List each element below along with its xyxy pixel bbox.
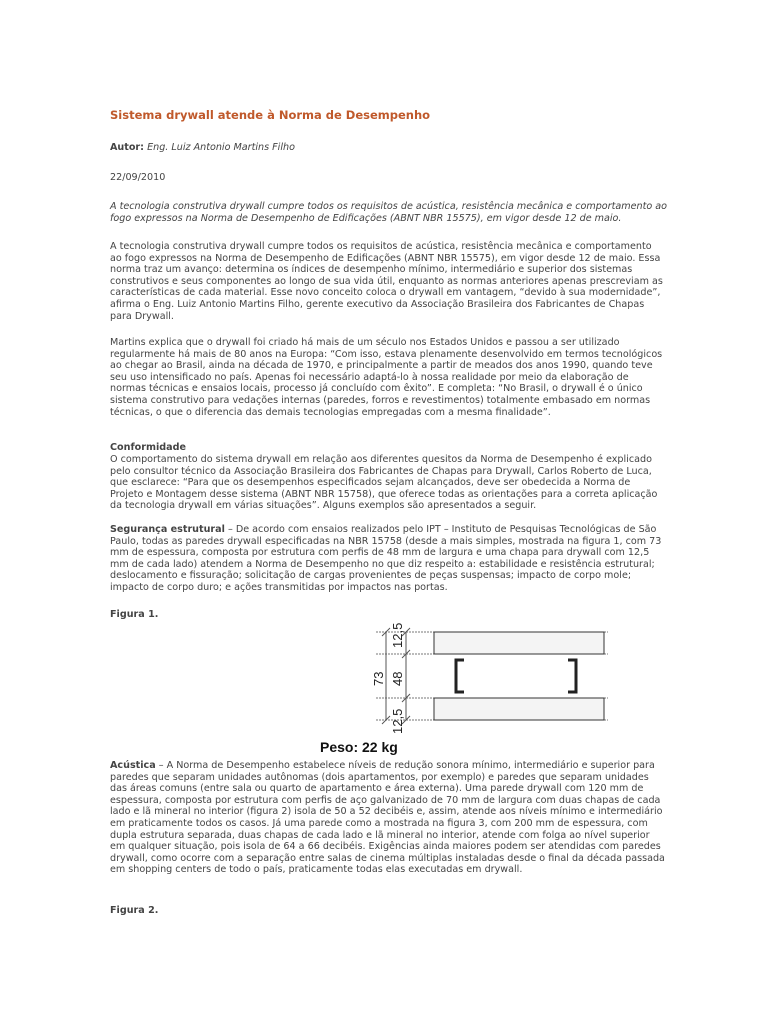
section-heading-conformidade: Conformidade [110, 442, 186, 453]
body-paragraph-1: A tecnologia construtiva drywall cumpre todos os requisitos de acústica, resistência mecânica e comportamento ao fogo expressos na Norma de Desempenho de Edificações (ABNT NBR 15575), em vigor desde 12 de maio. Essa norma traz um avanço: determina os índices de desempenho mínimo, intermediário e superior dos sistemas construtivos e seus componentes ao longo de sua vida útil, enquanto as normas anteriores apenas prescreviam as características de cada material. Esse novo conceito coloca o drywall em vantagem, “devido à sua modernidade”, afirma o Eng. Luiz Antonio Martins Filho, gerente executivo da Associação Brasileira dos Fabricantes de Chapas para Drywall. [110, 241, 663, 322]
publish-date: 22/09/2010 [110, 172, 166, 183]
body-paragraph-3: O comportamento do sistema drywall em relação aos diferentes quesitos da Norma de Desempenho é explicado pelo consultor técnico da Associação Brasileira dos Fabricantes de Chapas para Drywall, Carlos Roberto de Luca, que esclarece: “Para que os desempenhos especificados sejam alcançados, deve ser obedecida a Norma de Projeto e Montagem desse sistema (ABNT NBR 15758), que oferece todas as orientações para a correta aplicação da tecnologia drywall em várias situações”. Alguns exemplos são apresentados a seguir. [110, 454, 658, 512]
author-name: Eng. Luiz Antonio Martins Filho [147, 142, 295, 153]
figure-1-dim-bottom: 12,5 [390, 708, 405, 734]
figure-1-label: Figura 1. [110, 609, 159, 620]
body-paragraph-5 [110, 760, 666, 876]
section-heading-acustica: Acústica [110, 760, 156, 771]
figure-1-dim-top: 12,5 [390, 622, 405, 648]
figure-2-label: Figura 2. [110, 905, 159, 916]
section-heading-seguranca: Segurança estrutural [110, 524, 225, 535]
figure-1-dim-middle: 48 [390, 671, 405, 686]
article-title: Sistema drywall atende à Norma de Desempenho [110, 108, 431, 122]
article-lede: A tecnologia construtiva drywall cumpre todos os requisitos de acústica, resistência mecânica e comportamento ao fogo expressos na Norma de Desempenho de Edificações (ABNT NBR 15575), em vigor desde 12 de maio. [110, 201, 668, 224]
body-paragraph-4 [110, 524, 666, 594]
figure-1-wall-section [256, 616, 656, 756]
body-paragraph-2: Martins explica que o drywall foi criado há mais de um século nos Estados Unidos e passou a ser utilizado regularmente há mais de 80 anos na Europa: “Com isso, estava plenamente desenvolvido em termos tecnológicos ao chegar ao Brasil, ainda na década de 1970, e principalmente a partir de meados dos anos 1990, quando teve seu uso intensificado no país. Apenas foi necessário adaptá-lo à nossa realidade por meio da elaboração de normas técnicas e ensaios locais, processo já concluído com êxito”. E completa: “No Brasil, o drywall é o único sistema construtivo para vedações internas (paredes, forros e revestimentos) totalmente embasado em normas técnicas, o que o diferencia das demais tecnologias empregadas com a mesma finalidade”. [110, 337, 663, 418]
figure-1-dim-total: 73 [371, 671, 386, 686]
author-line [110, 142, 295, 154]
body-paragraph-5-text: – A Norma de Desempenho estabelece níveis de redução sonora mínimo, intermediário e superior para paredes que separam unidades autônomas (dois apartamentos, por exemplo) e paredes que separam unidades das áreas comuns (entre sala ou quarto de apartamento e área externa). Uma parede drywall com 120 mm de espessura, composta por estrutura com perfis de aço galvanizado de 70 mm de largura com duas chapas de cada lado e lã mineral no interior (figura 2) isola de 50 a 52 decibéis e, assim, atende aos níveis mínimo e intermediário em praticamente todos os casos. Já uma parede como a mostrada na figura 3, com 200 mm de espessura, com dupla estrutura separada, duas chapas de cada lado e lã mineral no interior, atende com folga ao nível superior em qualquer situação, pois isola de 64 a 66 decibéis. Exigências ainda maiores podem ser atendidas com paredes drywall, como ocorre com a separação entre salas de cinema múltiplas instaladas desde o final da década passada em shopping centers de todo o país, praticamente todas elas executadas em drywall. [110, 760, 665, 876]
author-label: Autor: [110, 142, 144, 153]
figure-1-caption: Peso: 22 kg [320, 739, 398, 755]
body-paragraph-4-text: – De acordo com ensaios realizados pelo IPT – Instituto de Pesquisas Tecnológicas de São Paulo, todas as paredes drywall especificadas na NBR 15758 (desde a mais simples, mostrada na figura 1, com 73 mm de espessura, composta por estrutura com perfis de 48 mm de largura e uma chapa para drywall com 12,5 mm de cada lado) atendem a Norma de Desempenho no que diz respeito a: estabilidade e resistência estrutural; deslocamento e fissuração; solicitação de cargas provenientes de peças suspensas; impacto de corpo mole; impacto de corpo duro; e ações transmitidas por impactos nas portas. [110, 524, 662, 593]
